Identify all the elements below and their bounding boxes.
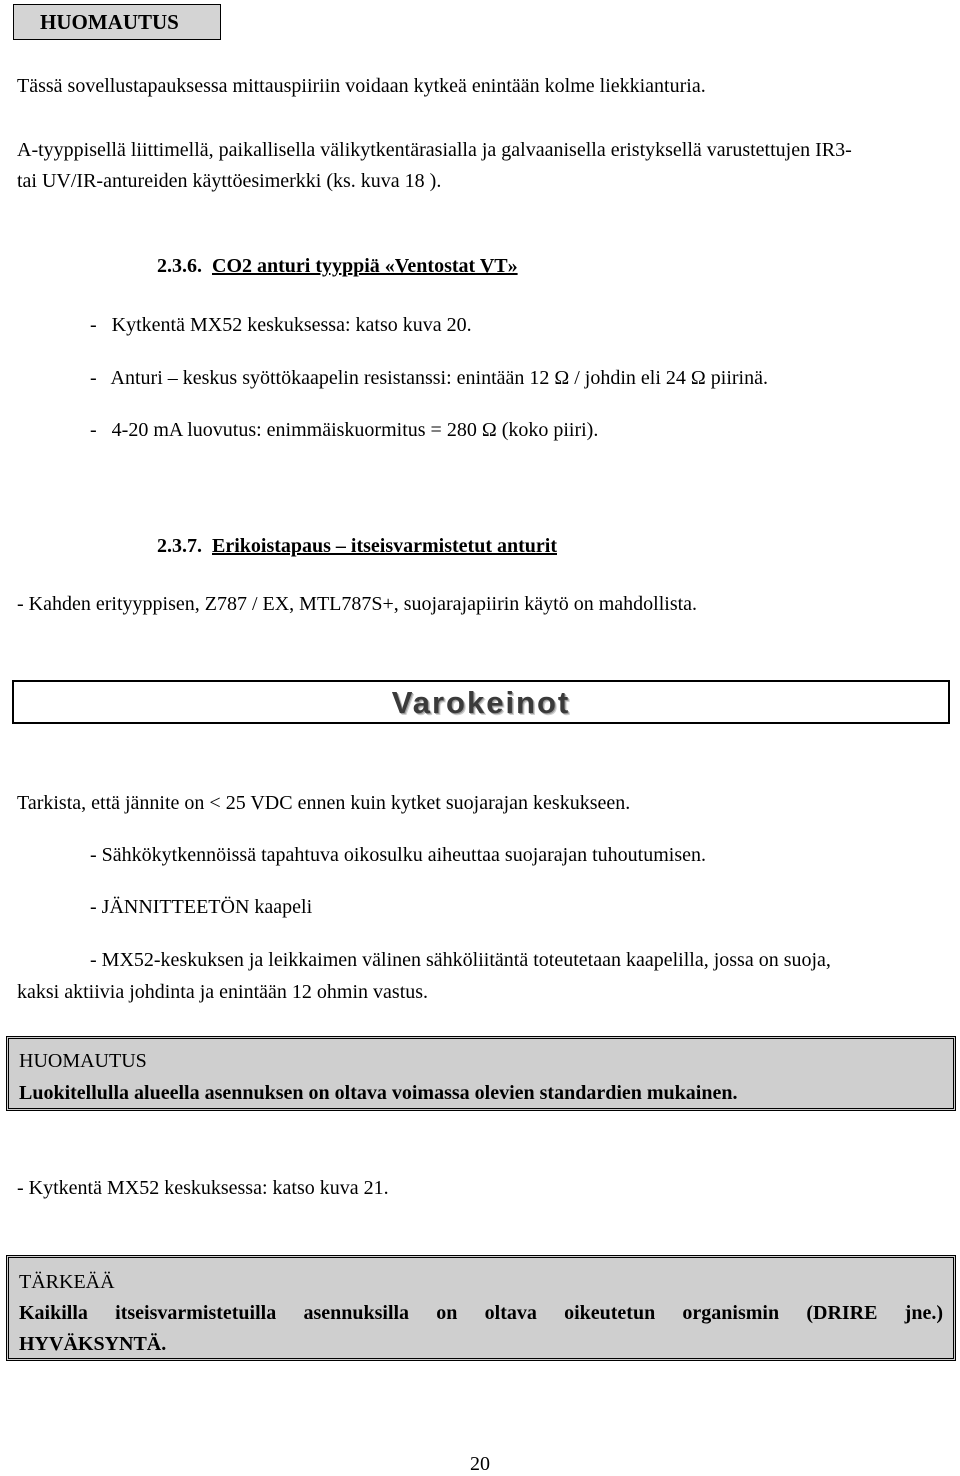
section-236-item: - Kytkentä MX52 keskuksessa: katso kuva 20. — [90, 314, 472, 336]
precautions-paragraph-3: - JÄNNITTEETÖN kaapeli — [90, 896, 313, 918]
intro-paragraph-2-line-1: A-tyyppisellä liittimellä, paikallisella välikytkentärasialla ja galvaanisella eristyksellä varustettujen IR3- — [17, 139, 852, 161]
precautions-paragraph-1: Tarkista, että jännite on < 25 VDC ennen kuin kytket suojarajan keskukseen. — [17, 792, 631, 814]
page-number: 20 — [470, 1453, 490, 1475]
note-label-box — [13, 4, 221, 40]
section-236-number: 2.3.6. — [157, 255, 202, 277]
important-text-line-2: HYVÄKSYNTÄ. — [19, 1333, 167, 1355]
precautions-title-box — [12, 680, 950, 724]
section-236-title: CO2 anturi tyyppiä «Ventostat VT» — [212, 255, 518, 277]
note-box-label: HUOMAUTUS — [19, 1050, 147, 1072]
precautions-paragraph-4-line-2: kaksi aktiivia johdinta ja enintään 12 ohmin vastus. — [17, 981, 429, 1003]
precautions-paragraph-4-line-1: - MX52-keskuksen ja leikkaimen välinen sähköliitäntä toteutetaan kaapelilla, jossa on suoja, — [90, 949, 831, 971]
connection-reference: - Kytkentä MX52 keskuksessa: katso kuva 21. — [17, 1177, 389, 1199]
important-box — [6, 1255, 956, 1361]
section-236-item: - Anturi – keskus syöttökaapelin resistanssi: enintään 12 Ω / johdin eli 24 Ω piirinä. — [90, 367, 768, 389]
intro-paragraph-1: Tässä sovellustapauksessa mittauspiiriin voidaan kytkeä enintään kolme liekkianturia. — [17, 75, 706, 97]
precautions-title: Varokeinot — [391, 685, 571, 720]
note-label: HUOMAUTUS — [40, 10, 179, 34]
important-text-line-1: Kaikilla itseisvarmistetuilla asennuksilla on oltava oikeutetun organismin (DRIRE jne.) — [19, 1302, 943, 1324]
precautions-paragraph-2: - Sähkökytkennöissä tapahtuva oikosulku aiheuttaa suojarajan tuhoutumisen. — [90, 844, 706, 866]
section-237-title: Erikoistapaus – itseisvarmistetut anturit — [212, 535, 557, 557]
important-label: TÄRKEÄÄ — [19, 1271, 115, 1293]
note-box — [6, 1036, 956, 1111]
section-236-item: - 4-20 mA luovutus: enimmäiskuormitus = 280 Ω (koko piiri). — [90, 419, 599, 441]
note-box-text: Luokitellulla alueella asennuksen on oltava voimassa olevien standardien mukainen. — [19, 1082, 738, 1104]
section-237-heading — [157, 534, 557, 558]
section-237-number: 2.3.7. — [157, 535, 202, 557]
intro-paragraph-2-line-2: tai UV/IR-antureiden käyttöesimerkki (ks. kuva 18 ). — [17, 170, 442, 192]
section-236-heading — [157, 254, 518, 278]
section-237-text: - Kahden erityyppisen, Z787 / EX, MTL787S+, suojarajapiirin käytö on mahdollista. — [17, 593, 698, 615]
